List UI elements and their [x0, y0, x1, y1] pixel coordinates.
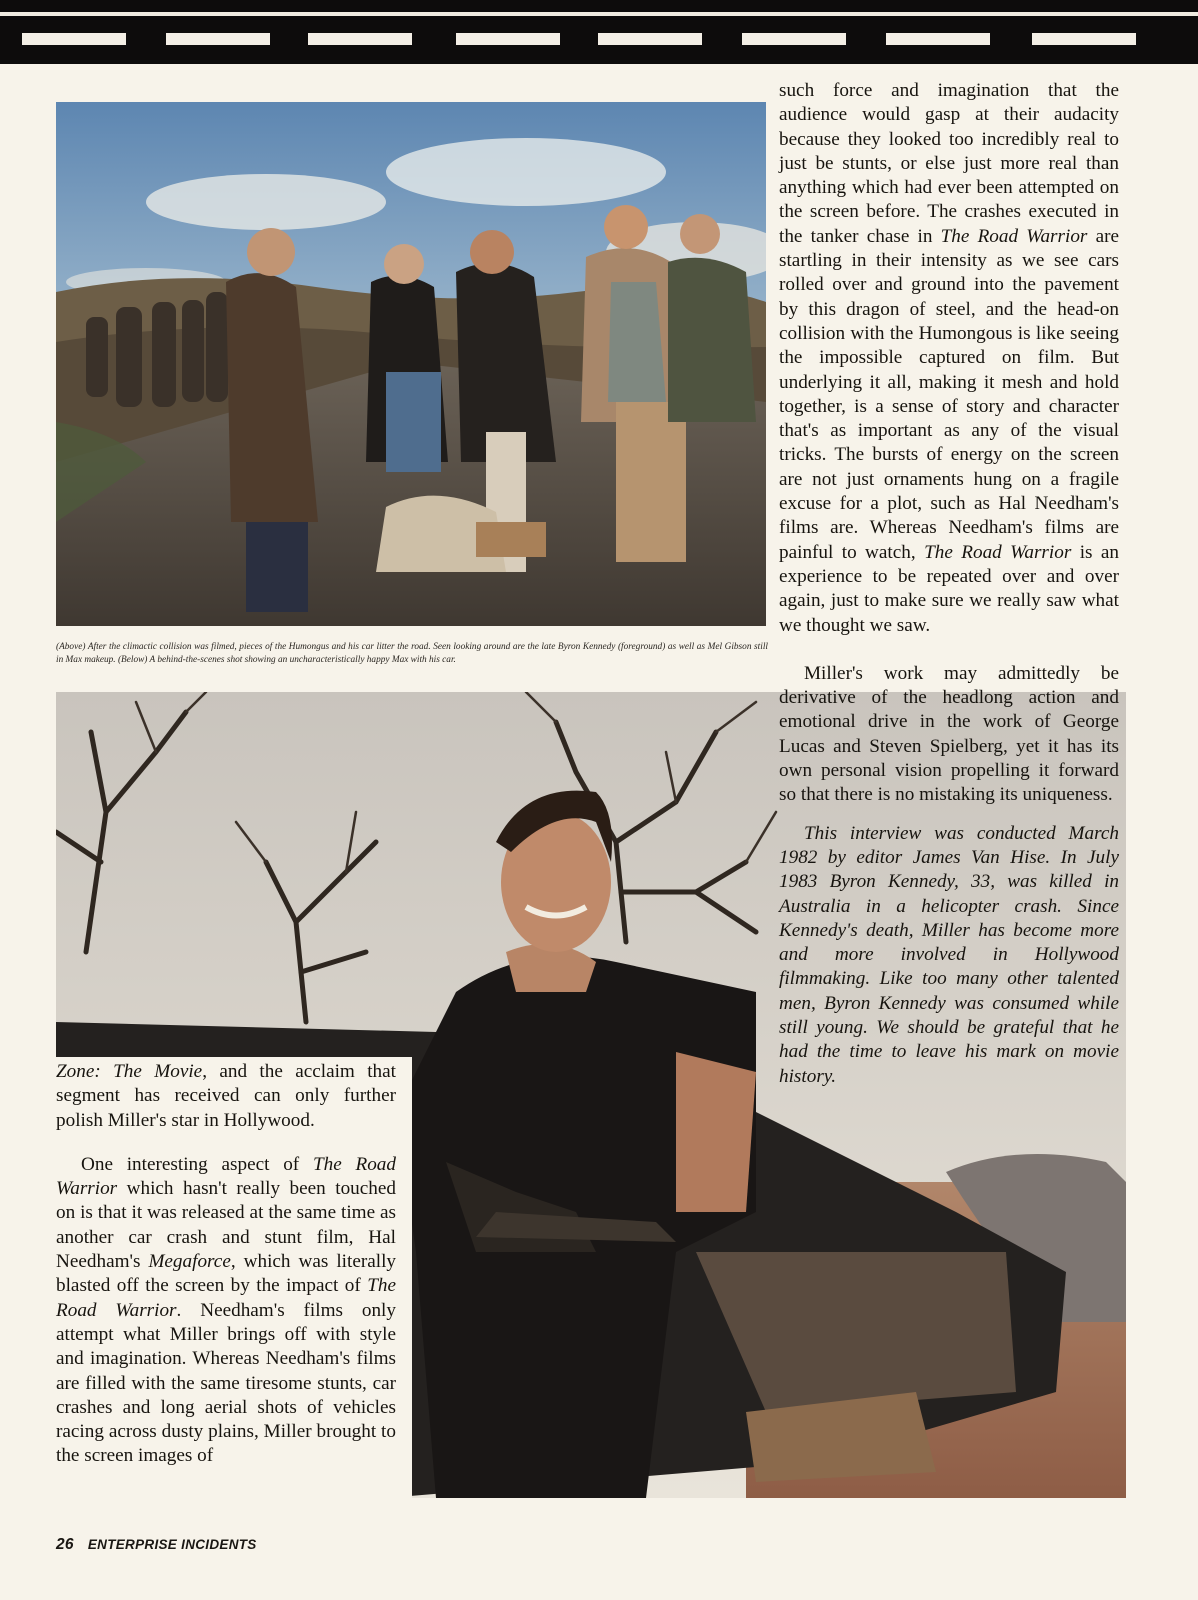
editor-note: This interview was conducted March 1982 by editor James Van Hise. In July 1983 Byron Kennedy, 33, was killed in Australia in a helicopter crash. Since Kennedy's death, Miller has become more and more involved in Hollywood filmmaking. Like too many other talented men, Byron Kennedy was consumed while still young. We should be grateful that he had the time to leave his mark on movie history. [779, 822, 1119, 1087]
film-perforation [308, 33, 412, 45]
film-title: Megaforce [148, 1251, 231, 1273]
text-run: , and the acclaim that segment has received can only further polish Miller's star in Hollywood. [56, 1061, 396, 1131]
crowd-on-road-photo [56, 102, 766, 626]
right-text-column [779, 79, 1119, 1089]
body-paragraph: Miller's work may admittedly be derivative of the headlong action and emotional drive in the work of George Lucas and Steven Spielberg, yet it has its own personal vision propelling it forward so that there is no mistaking its uniqueness. [779, 662, 1119, 806]
text-run: such force and imagination that the audience would gasp at their audacity because they looked too incredibly real to just be stunts, or else just more real than anything which had ever been attempted on the screen before. The crashes executed in the tanker chase in [779, 80, 1119, 247]
text-run: One interesting aspect of [81, 1153, 313, 1175]
film-title: The Road Warrior [940, 225, 1088, 247]
left-text-column [56, 1060, 396, 1469]
photo-caption: (Above) After the climactic collision was filmed, pieces of the Humongus and his car litter the road. Seen looking around are the late Byron Kennedy (foreground) as well as Mel Gibson still in Max makeup. (Below) A behind-the-scenes shot showing an uncharacteristically happy Max with his car. [56, 642, 768, 665]
page-footer [56, 1536, 257, 1554]
film-perforation [886, 33, 990, 45]
film-title: The Road Warrior [56, 1153, 396, 1200]
film-title: Zone: The Movie [56, 1061, 203, 1082]
film-strip-edge [0, 12, 1198, 16]
film-perforation [598, 33, 702, 45]
film-perforation [742, 33, 846, 45]
text-run: are startling in their intensity as we see cars rolled over and ground into the pavement by this dragon of steel, and the head-on collision with the Humongous is like seeing the impossible captured on film. But underlying it all, making it mesh and hold together, is a sense of story and character that's as important as any of the visual tricks. The bursts of energy on the screen are not just ornaments hung on a fragile excuse for a plot, such as Hal Needham's films are. Whereas Needham's films are painful to watch, [779, 225, 1119, 563]
body-paragraph [56, 1153, 396, 1469]
film-perforation [166, 33, 270, 45]
film-perforation [456, 33, 560, 45]
publication-name: ENTERPRISE INCIDENTS [87, 1537, 257, 1552]
film-strip-header [0, 0, 1198, 64]
text-run: , which was literally blasted off the screen by the impact of [56, 1251, 396, 1297]
film-title: The Road Warrior [924, 541, 1072, 563]
text-run: . Needham's films only attempt what Miller brings off with style and imagination. Whereas Needham's films are filled with the same tiresome stunts, car crashes and long aerial shots of vehicles racing across dusty plains, Miller brought to the screen images of [56, 1299, 396, 1467]
body-paragraph-continued [56, 1060, 396, 1133]
film-perforation [1032, 33, 1136, 45]
film-perforation [22, 33, 126, 45]
body-paragraph-continued [779, 79, 1119, 638]
page-number: 26 [56, 1536, 74, 1553]
film-title: The Road Warrior [56, 1275, 396, 1321]
text-run: is an experience to be repeated over and over again, just to make sure we really saw what we thought we saw. [779, 541, 1119, 636]
text-run: which hasn't really been touched on is that it was released at the same time as another car crash and stunt film, Hal Needham's [56, 1178, 396, 1273]
